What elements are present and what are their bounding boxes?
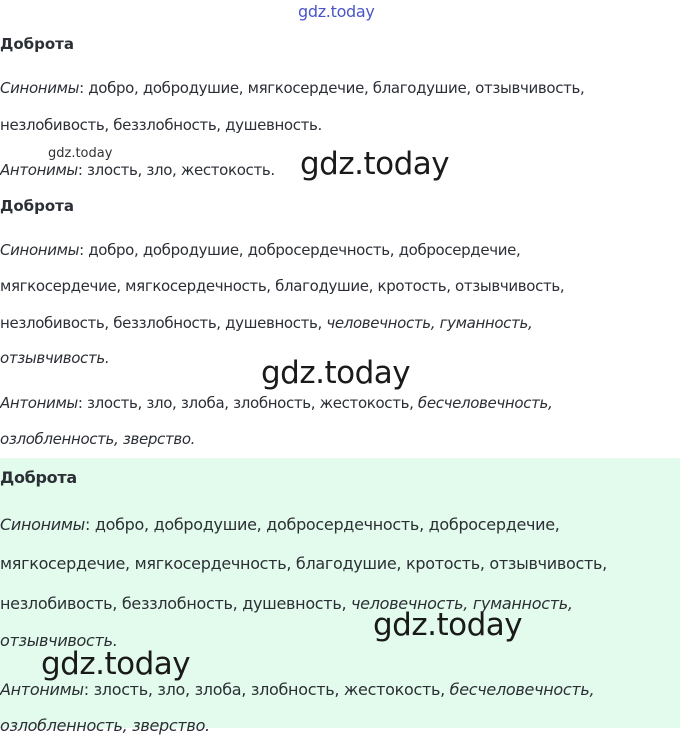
synonyms-line: отзывчивость. bbox=[0, 631, 118, 650]
antonyms-line bbox=[0, 680, 594, 699]
watermark-text: gdz.today bbox=[261, 355, 411, 391]
synonyms-italic: человечность, гуманность, bbox=[326, 314, 533, 332]
antonyms-line: озлобленность, зверство. bbox=[0, 430, 196, 448]
synonyms-line: мягкосердечие, мягкосердечность, благодушие, кротость, отзывчивость, bbox=[0, 277, 565, 295]
synonyms-italic: человечность, гуманность, bbox=[351, 594, 573, 613]
top-watermark: gdz.today bbox=[298, 2, 375, 21]
section-3-highlighted bbox=[0, 458, 680, 735]
antonyms-italic: бесчеловечность, bbox=[417, 394, 553, 412]
section-2 bbox=[0, 190, 680, 458]
watermark-text: gdz.today bbox=[48, 146, 113, 161]
synonyms-label: Синонимы bbox=[0, 515, 85, 534]
synonyms-line bbox=[0, 314, 532, 332]
antonyms-text: : злость, зло, злоба, злобность, жестокость, bbox=[83, 680, 450, 699]
antonyms-label: Антонимы bbox=[0, 680, 84, 699]
synonyms-line: мягкосердечие, мягкосердечность, благодушие, кротость, отзывчивость, bbox=[0, 554, 607, 573]
synonyms-text: незлобивость, беззлобность, душевность, bbox=[0, 314, 327, 332]
synonyms-line bbox=[0, 79, 584, 97]
antonyms-line bbox=[0, 161, 275, 179]
watermark-text: gdz.today bbox=[373, 607, 523, 643]
synonyms-label: Синонимы bbox=[0, 79, 80, 97]
synonyms-text: : добро, добродушие, добросердечность, добросердечие, bbox=[84, 515, 560, 534]
synonyms-line: незлобивость, беззлобность, душевность. bbox=[0, 116, 322, 134]
synonyms-text: : добро, добродушие, добросердечность, добросердечие, bbox=[79, 241, 521, 259]
antonyms-text: : злость, зло, жестокость. bbox=[77, 161, 275, 179]
section-title: Доброта bbox=[0, 197, 74, 215]
antonyms-line bbox=[0, 394, 552, 412]
synonyms-line: отзывчивость. bbox=[0, 349, 110, 367]
antonyms-label: Антонимы bbox=[0, 394, 78, 412]
synonyms-line bbox=[0, 241, 520, 259]
synonyms-text: незлобивость, беззлобность, душевность, bbox=[0, 594, 352, 613]
watermark-text: gdz.today bbox=[300, 146, 450, 182]
antonyms-line: озлобленность, зверство. bbox=[0, 716, 210, 735]
section-title: Доброта bbox=[0, 35, 74, 53]
antonyms-label: Антонимы bbox=[0, 161, 78, 179]
watermark-text: gdz.today bbox=[41, 646, 191, 682]
synonyms-line bbox=[0, 515, 560, 534]
synonyms-label: Синонимы bbox=[0, 241, 80, 259]
antonyms-text: : злость, зло, злоба, злобность, жестокость, bbox=[77, 394, 418, 412]
antonyms-italic: бесчеловечность, bbox=[449, 680, 595, 699]
synonyms-text: : добро, добродушие, мягкосердечие, благодушие, отзывчивость, bbox=[79, 79, 585, 97]
section-title: Доброта bbox=[0, 468, 77, 487]
